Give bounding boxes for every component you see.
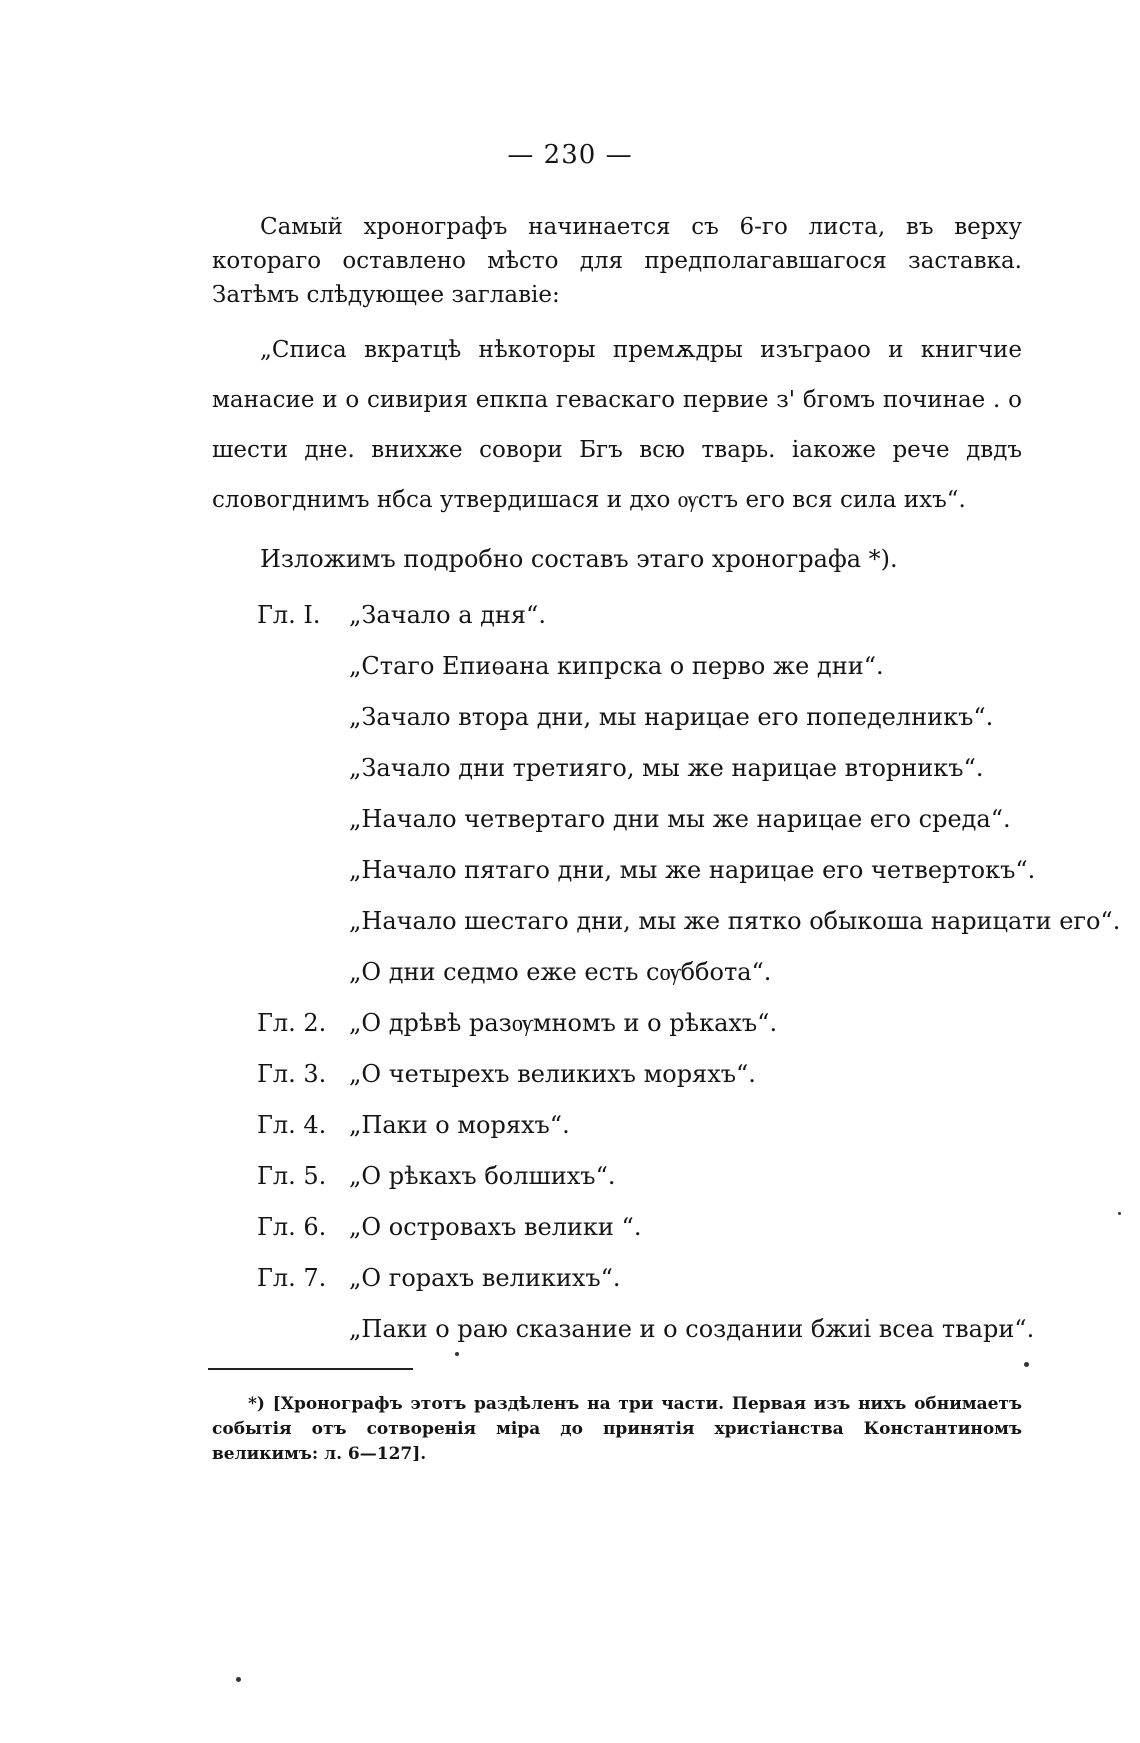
chapter-entry (257, 641, 1017, 692)
chapter-title: „О рѣкахъ болшихъ“. (349, 1162, 616, 1190)
chapter-title: „Начало пятаго дни, мы же нарицае его четвертокъ“. (349, 856, 1036, 884)
content-intro: Изложимъ подробно составъ этаго хронографа *). (260, 545, 898, 573)
chapter-entry (257, 1100, 1017, 1151)
chapter-title: „Стаго Епиѳана кипрска о перво же дни“. (349, 652, 884, 680)
chapter-title: „Начало четвертаго дни мы же нарицае его среда“. (349, 805, 1011, 833)
chapter-entry (257, 794, 1017, 845)
ink-speck (1024, 1362, 1029, 1367)
chapter-entry (257, 896, 1121, 947)
chapter-number: Гл. I. (257, 601, 321, 629)
chapter-title: „О дни седмо еже есть сѹббота“. (349, 958, 772, 986)
chapter-entry (257, 743, 1017, 794)
footnote: *) [Хронографъ этотъ раздѣленъ на три части. Первая изъ нихъ обнимаетъ событія отъ сотворенія міра до принятія христіанства Константиномъ великимъ: л. 6—127]. (212, 1394, 1022, 1464)
chapter-entry (257, 1253, 1017, 1304)
chapter-number: Гл. 4. (257, 1111, 327, 1139)
chapter-entry (257, 845, 1036, 896)
chapter-entry (257, 1151, 1017, 1202)
chapter-title: „О горахъ великихъ“. (349, 1264, 621, 1292)
ink-speck (455, 1352, 459, 1356)
intro-paragraph (212, 210, 1022, 312)
chapter-number: Гл. 5. (257, 1162, 327, 1190)
ink-speck (1118, 1212, 1121, 1215)
ink-speck (236, 1677, 241, 1682)
chapter-title: „Паки о моряхъ“. (349, 1111, 570, 1139)
chapter-number: Гл. 2. (257, 1009, 327, 1037)
chapter-entry (257, 590, 1017, 641)
chapter-title: „Зачало дни третияго, мы же нарицае вторникъ“. (349, 754, 984, 782)
chapter-number: Гл. 6. (257, 1213, 327, 1241)
chapter-entry (257, 692, 1017, 743)
chapter-number: Гл. 3. (257, 1060, 327, 1088)
chapter-entry (257, 1304, 1035, 1355)
chapter-entry (257, 998, 1017, 1049)
chapter-title: „О четырехъ великихъ моряхъ“. (349, 1060, 756, 1088)
chapter-title: „Начало шестаго дни, мы же пятко обыкоша нарицати его“. (349, 907, 1121, 935)
chapter-title: „Зачало а дня“. (349, 601, 546, 629)
chapter-entry (257, 1049, 1017, 1100)
chapter-entry (257, 947, 1017, 998)
chapter-title: „Паки о раю сказание и о создании бжиі всеа твари“. (349, 1315, 1035, 1343)
intro-text: Самый хронографъ начинается съ 6-го листа, въ верху котораго оставлено мѣсто для предполагавшагося заставка. Затѣмъ слѣдующее заглавіе: (212, 214, 1022, 308)
chapter-title: „Зачало втора дни, мы нарицае его попеделникъ“. (349, 703, 994, 731)
footnote-divider (208, 1368, 413, 1370)
chapter-title: „О островахъ велики “. (349, 1213, 642, 1241)
chapter-number: Гл. 7. (257, 1264, 327, 1292)
page-number: — 230 — (507, 140, 633, 170)
chapter-title: „О дрѣвѣ разѹмномъ и о рѣкахъ“. (349, 1009, 778, 1037)
chronograph-title-quote: „Списа вкратцѣ нѣкоторы премѫдры изъграоо и книгчие манасие и о сивирия епкпа геваскаго первие з' бгомъ починае . о шести дне. внихже совори Бгъ всю тварь. іакоже рече двдъ словогднимъ нбса утвердишася и дхо ѹстъ его вся сила ихъ“. (212, 337, 1022, 513)
chapter-list (257, 590, 1121, 1355)
chapter-entry (257, 1202, 1017, 1253)
